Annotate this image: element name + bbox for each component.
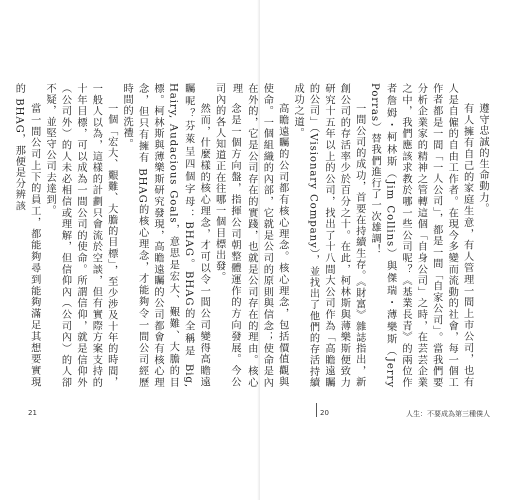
body-paragraph: 當一間公司上下的員工，都能夠尋到能夠滿足其想要實現的 BHAG，那便是分辨該 — [13, 83, 40, 388]
left-page-body — [13, 83, 242, 388]
right-page-body — [230, 83, 490, 388]
body-paragraph: 念是一個方向盤，指揮公司朝整體運作的方向發展。今公司內的各人知道正在往哪一個目標出發。 — [213, 83, 240, 388]
body-paragraph: 一間公司的成功，首要在持續生存。《財富》雜誌指出，新創公司的存活率少於百分之十。在此，柯林斯與薄樂斯便致力研究十五年以上的公司，找出了十八間大公司作為「高瞻遠矚的公司」（Visionary Company），並找出了他們的存活持續成功之道。 — [292, 83, 365, 388]
body-paragraph: 有人擁有自己的家庭生意，有人管理一間上市公司，也有人是自僱的自由工作者。在現今多變而流動的社會，每一個工作者都是一間「一人公司」，都是一間「自家公司」。當我們要分析企業家的精神之管轉這個「自身公司」之時，在芸芸企業之中，我們應該求教於哪一些公司呢？《基業長青》的兩位作者詹姆・柯林斯（Jim Collins）與傑瑞・薄樂斯（Jerry Porras）替我們進行了一次雄調！ — [369, 83, 473, 388]
body-paragraph: 遵守忠誠的生命動力。 — [477, 103, 488, 215]
page-number-left: 21 — [28, 409, 37, 417]
body-paragraph: 然而，什麼樣的核心理念，才可以令一間公司變得高瞻遠矚呢？芬萊呈四個字母：BHAG。BHAG的全稱是 Big, Hairy, Audacious Goals，意思是宏大、艱難、大膽的目標。柯林斯與薄樂斯研究發現，高瞻遠矚的公司都會有核心理念，但只有擁有 BHAG的核心理念，才能夠令一間公司經歷時間的洗禮。 — [121, 83, 210, 388]
body-paragraph: 一個「宏大、艱難、大膽的目標」，至少涉及十年的時間，一般人以為，這樣的計劃只會流於空談，但有實際方案支持的十年目標，可以成為一間公司的使命。所謂信仰，就是信仰外（公司外）的人未必相信或理解，但信仰內（公司內）的人卻不疑，並堅守公司去達到。 — [44, 83, 117, 388]
body-paragraph: 高瞻遠矚的公司都有核心理念。核心理念，包括價值觀與使命。一個組織的內部，它就是公司的原則與信念；使命是內在外的，它是公司存在的實踐，也就是公司存在的理由。核心理 — [230, 83, 288, 388]
page-number-right: 20 — [320, 409, 329, 417]
page-marker-line — [316, 403, 317, 417]
running-head: 人生：不要成為第三種僕人 — [406, 410, 490, 418]
